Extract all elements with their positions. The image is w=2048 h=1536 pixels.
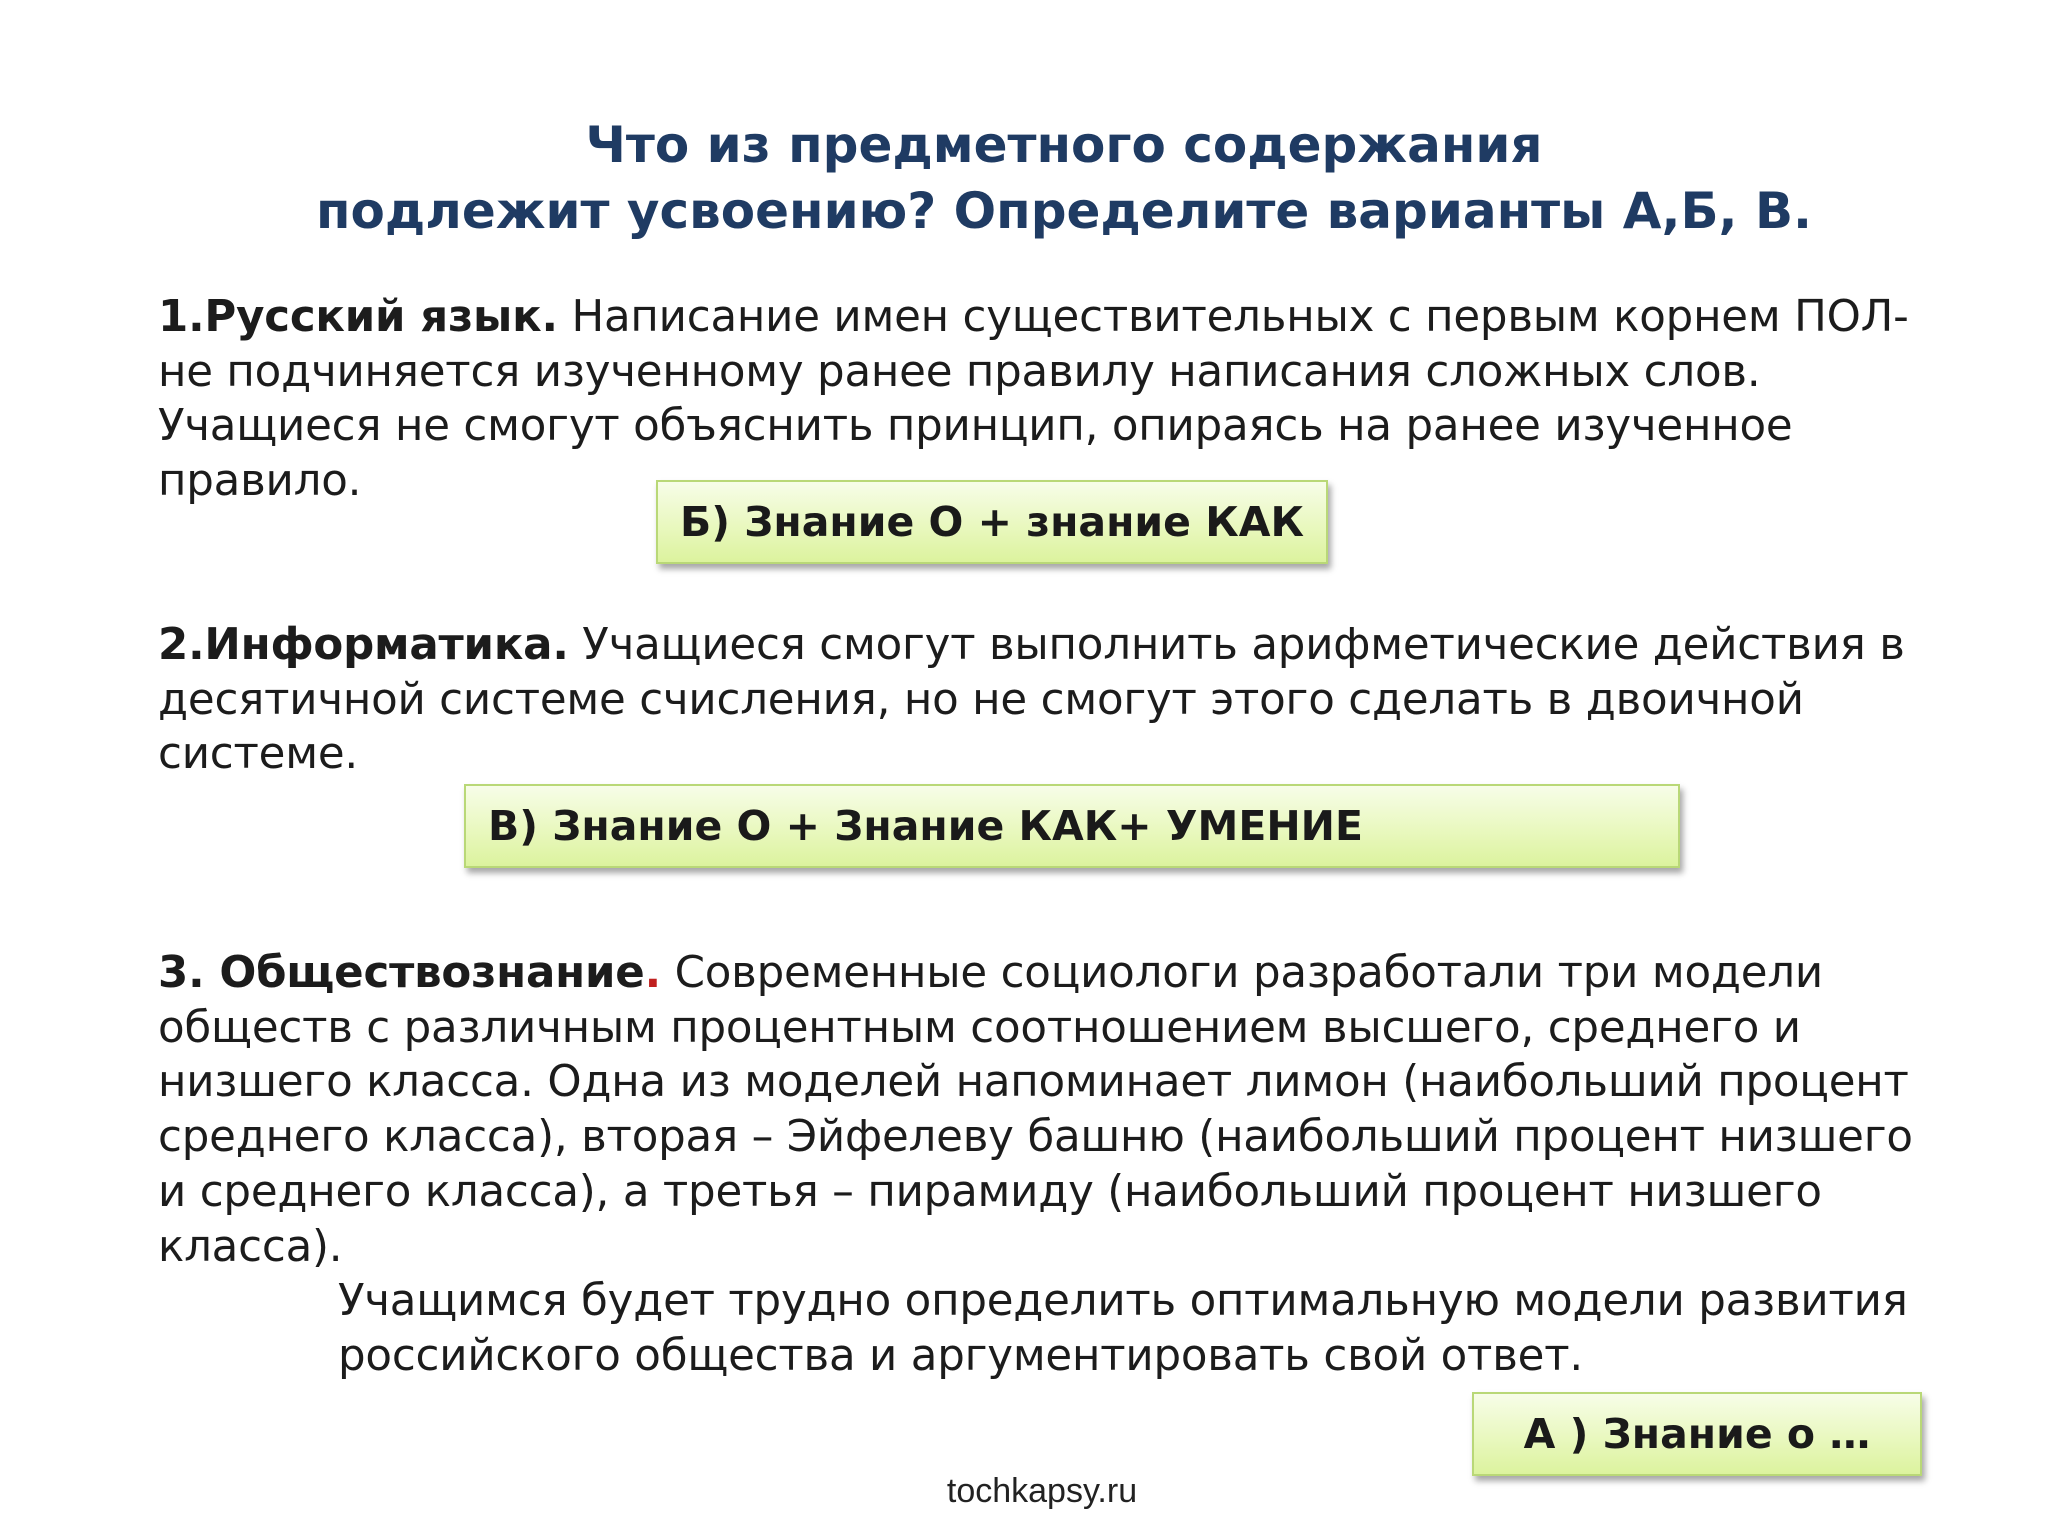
- item-heading: 1.Русский язык.: [158, 292, 558, 342]
- answer-label: А ) Знание о …: [1523, 1410, 1871, 1458]
- item-social-studies: [158, 946, 1938, 1384]
- answer-box-v[interactable]: [464, 784, 1680, 868]
- answer-label: В) Знание О + Знание КАК+ УМЕНИЕ: [488, 802, 1363, 850]
- answer-box-a[interactable]: [1472, 1392, 1922, 1476]
- answer-box-b[interactable]: [656, 480, 1328, 564]
- answer-label: Б) Знание О + знание КАК: [680, 498, 1304, 546]
- item-heading: 2.Информатика.: [158, 620, 569, 670]
- item-text: Написание имен существительных с первым корнем ПОЛ- не подчиняется изученному ранее правилу написания сложных слов. Учащиеся не смогут объяснить принцип, опираясь на ранее изученное правило.: [158, 292, 1909, 507]
- item-text: Учащиеся смогут выполнить арифметические действия в десятичной системе счисления, но не смогут этого сделать в двоичной системе.: [158, 620, 1905, 780]
- slide-title: [0, 112, 2048, 244]
- item-informatics: [158, 618, 1938, 782]
- item-heading: 3. Обществознание: [158, 948, 645, 998]
- title-line-1: Что из предметного содержания: [585, 116, 1543, 174]
- item-text-paragraph-2: Учащимся будет трудно определить оптимальную модели развития российского общества и аргументировать свой ответ.: [338, 1276, 1908, 1381]
- item-text: Современные социологи разработали три модели обществ с различным процентным соотношением высшего, среднего и низшего класса. Одна из моделей напоминает лимон (наибольший процент среднего класса), вторая – Эйфелеву башню (наибольший процент низшего и среднего класса), а третья – пирамиду (наибольший процент низшего класса).: [158, 948, 1913, 1272]
- title-line-2: подлежит усвоению? Определите варианты А,Б, В.: [315, 182, 1813, 240]
- item-russian-language: [158, 290, 1938, 509]
- heading-dot: .: [644, 948, 661, 998]
- watermark: tochkapsy.ru: [946, 1472, 1138, 1510]
